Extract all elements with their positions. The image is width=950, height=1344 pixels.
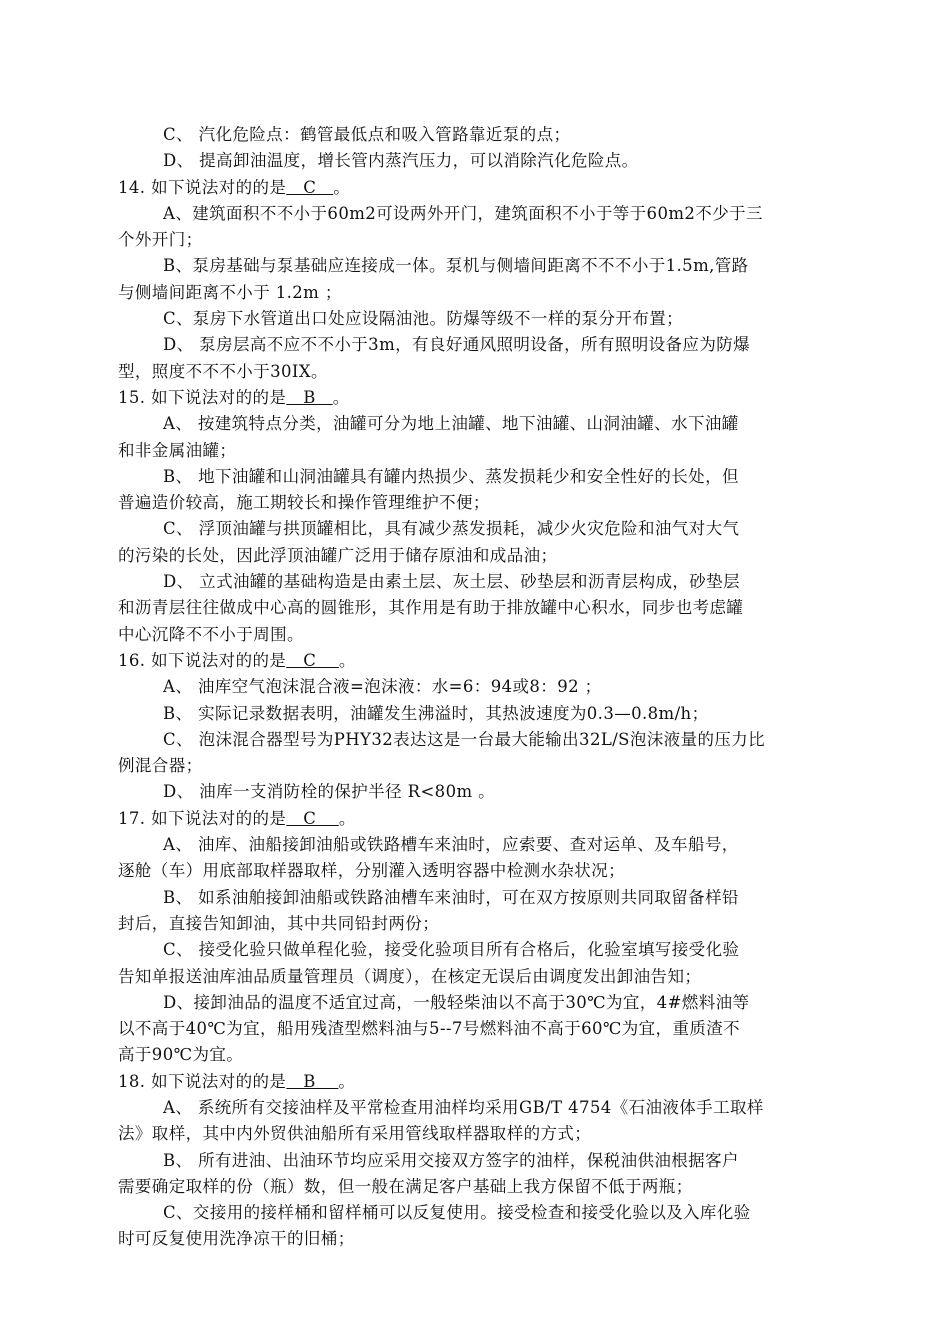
text-line: 例混合器； <box>118 756 203 776</box>
option-line: C、 浮顶油罐与拱顶罐相比，具有减少蒸发损耗，减少火灾危险和油气对大气 <box>163 519 740 539</box>
question-stem: 16. 如下说法对的的是 <box>118 650 287 670</box>
text-line: 告知单报送油库油品质量管理员（调度），在核定无误后由调度发出卸油告知； <box>118 966 702 986</box>
question-end: 。 <box>332 387 350 407</box>
option-line: B、 地下油罐和山洞油罐具有罐内热损少、蒸发损耗少和安全性好的长处，但 <box>163 466 739 486</box>
option-line: B、 所有进油、出油环节均应采用交接双方签字的油样，保税油供油根据客户 <box>163 1150 739 1170</box>
text-line: 和沥青层往往做成中心高的圆锥形，其作用是有助于排放罐中心积水，同步也考虑罐 <box>118 598 744 618</box>
text-line: 需要确定取样的份（瓶）数，但一般在满足客户基础上我方保留不低于两瓶； <box>118 1176 693 1196</box>
text-line: 逐舱（车）用底部取样器取样，分别灌入透明容器中检测水杂状况； <box>118 861 625 881</box>
option-line: A、建筑面积不不小于60m2可设两外开门，建筑面积不小于等于60m2不少于三 <box>163 203 763 223</box>
text-line: 法》取样，其中内外贸供油船所有采用管线取样器取样的方式； <box>118 1124 592 1144</box>
text-line: 与侧墙间距离不小于 1.2m ； <box>118 282 342 302</box>
answer-blank: C <box>286 808 339 828</box>
option-line: C、泵房下水管道出口处应设隔油池。防爆等级不一样的泵分开布置； <box>163 309 684 329</box>
text-line: 中心沉降不不小于周围。 <box>118 624 304 644</box>
option-line: D、 提高卸油温度，增长管内蒸汽压力，可以消除汽化危险点。 <box>163 151 639 171</box>
question-end: 。 <box>338 808 356 828</box>
text-line: 高于90℃为宜。 <box>118 1045 244 1065</box>
question-stem: 14. 如下说法对的的是 <box>118 177 287 197</box>
text-line: 封后，直接告知卸油，其中共同铅封两份； <box>118 913 440 933</box>
option-line: A、 系统所有交接油样及平常检查用油样均采用GB/T 4754《石油液体手工取样 <box>163 1097 764 1117</box>
question-end: 。 <box>338 1071 356 1091</box>
option-line: A、 油库空气泡沫混合液=泡沫液：水=6：94或8：92 ； <box>163 677 602 697</box>
question-line <box>118 385 830 411</box>
option-line: D、接卸油品的温度不适宜过高，一般轻柴油以不高于30℃为宜，4#燃料油等 <box>163 992 750 1012</box>
option-line: C、 接受化验只做单程化验，接受化验项目所有合格后，化验室填写接受化验 <box>163 940 740 960</box>
option-line: C、交接用的接样桶和留样桶可以反复使用。接受检查和接受化验以及入库化验 <box>163 1203 751 1223</box>
question-end: 。 <box>333 177 351 197</box>
text-line: 型，照度不不不小于30IX。 <box>118 361 328 381</box>
option-line: C、 汽化危险点：鹤管最低点和吸入管路靠近泵的点； <box>163 125 571 144</box>
answer-blank: B <box>286 1071 339 1091</box>
option-line: D、 油库一支消防栓的保护半径 R<80m 。 <box>163 782 496 802</box>
text-line: 个外开门； <box>118 230 203 250</box>
text-line: 时可反复使用洗净凉干的旧桶； <box>118 1229 355 1249</box>
answer-blank: C <box>286 650 339 670</box>
text-line: 以不高于40℃为宜，船用残渣型燃料油与5--7号燃料油不高于60℃为宜，重质渣不 <box>118 1019 741 1039</box>
option-line: B、 如系油舶接卸油船或铁路油槽车来油时，可在双方按原则共同取留备样铅 <box>163 887 739 907</box>
question-line <box>118 806 830 832</box>
question-stem: 18. 如下说法对的的是 <box>118 1071 287 1091</box>
question-line <box>118 175 830 201</box>
option-line: D、 泵房层高不应不不小于3m，有良好通风照明设备，所有照明设备应为防爆 <box>163 335 751 355</box>
option-line: A、 按建筑特点分类，油罐可分为地上油罐、地下油罐、山洞油罐、水下油罐 <box>163 414 739 434</box>
option-line: B、 实际记录数据表明，油罐发生沸溢时，其热波速度为0.3—0.8m/h； <box>163 703 709 723</box>
answer-blank: C <box>286 177 334 197</box>
question-end: 。 <box>338 650 356 670</box>
text-line: 普遍造价较高，施工期较长和操作管理维护不便； <box>118 493 490 513</box>
document-body <box>118 122 830 1253</box>
answer-blank: B <box>286 387 333 407</box>
question-stem: 17. 如下说法对的的是 <box>118 808 287 828</box>
question-stem: 15. 如下说法对的的是 <box>118 387 287 407</box>
question-line <box>118 648 830 674</box>
text-line: 的污染的长处，因此浮顶油罐广泛用于储存原油和成品油； <box>118 545 558 565</box>
option-line: C、 泡沫混合器型号为PHY32表达这是一台最大能输出32L/S泡沫液量的压力比 <box>163 729 766 749</box>
option-line: B、泵房基础与泵基础应连接成一体。泵机与侧墙间距离不不不小于1.5m,管路 <box>163 256 749 276</box>
option-line: A、 油库、油船接卸油船或铁路槽车来油时，应索要、查对运单、及车船号， <box>163 835 739 855</box>
text-line: 和非金属油罐； <box>118 440 237 460</box>
option-line: D、 立式油罐的基础构造是由素土层、灰土层、砂垫层和沥青层构成，砂垫层 <box>163 572 740 592</box>
question-line <box>118 1069 830 1095</box>
